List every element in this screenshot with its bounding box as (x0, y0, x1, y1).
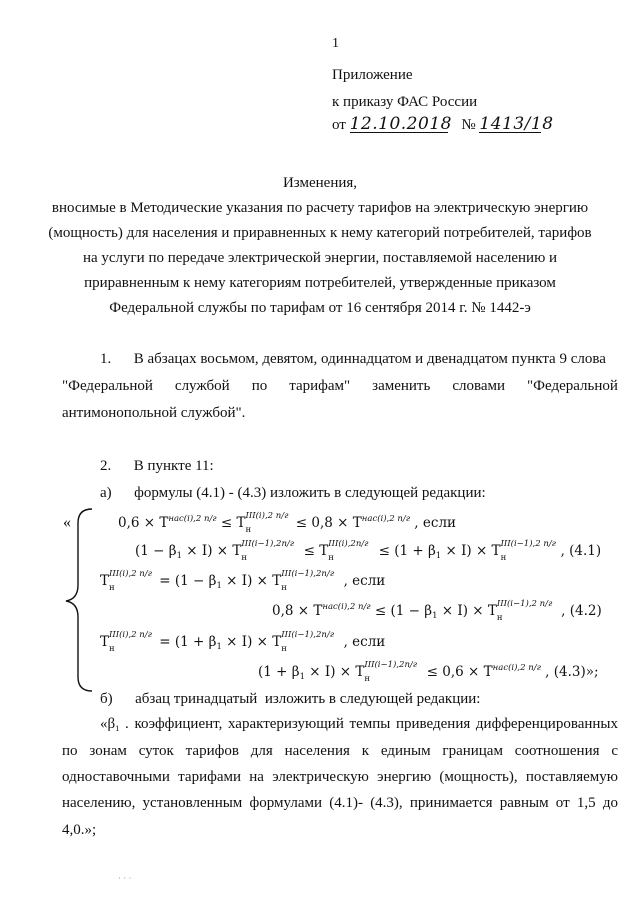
date-prefix: от (332, 117, 346, 133)
beta-paragraph-line-3: одноставочными тарифами на электрическую энергию (мощность), поставляемую (62, 769, 618, 785)
formula-brace (60, 505, 100, 695)
document-heading: Изменения, (282, 175, 358, 191)
item2-heading: 2. В пункте 11: (100, 458, 214, 474)
beta-paragraph-line-4: населению, установленным формулами (4.1)- (4.3), принимается равным от 1,5 до (62, 795, 618, 811)
beta-paragraph-line-5: 4,0.»; (62, 822, 97, 838)
formula-line-5: T III(i),2 п/г н = $(1 + \beta_1 \times I) \times T$ III(i−1),2п/г н , если (100, 629, 386, 654)
item1-line2 (62, 378, 618, 395)
formula-line-2: $(1 - \beta_1 \times I) \times T$ III(i−1),2п/г н ≤ T III(i),2п/г н ≤ $(1 + \beta_1 \times I) \times T$ III(i−1),2 п/г н , (4.1) (135, 538, 602, 563)
page-number: 1 (332, 36, 339, 51)
appendix-label: Приложение (332, 67, 413, 83)
beta-paragraph-line-2: по зонам суток тарифов для населения к единым границам соотношения с (62, 743, 618, 759)
scan-artifact: · · · (118, 873, 132, 883)
order-reference: к приказу ФАС России (332, 94, 478, 110)
item1-word: тарифам" (289, 378, 351, 394)
formula-line-1: $0,6 \times T^{нас(i),2 п/г} \le T$ III(i),2 п/г н ≤ $0,8 \times T^{нас(i),2 п/г}$ , если (118, 510, 457, 535)
formula-line-3: T III(i),2 п/г н = $(1 - \beta_1 \times I) \times T$ III(i−1),2п/г н , если (100, 568, 386, 593)
title-line-5: Федеральной службы по тарифам от 16 сентября 2014 г. № 1442-э (109, 300, 531, 316)
item1-word: "Федеральной (62, 378, 153, 394)
item1-word: заменить (372, 378, 431, 394)
formula-line-4: $0,8 \times T^{нас(i),2 п/г} \le (1 - \beta_1 \times I) \times T$ III(i−1),2 п/г н , (4.2) (272, 598, 602, 623)
item1-word: службой (174, 378, 230, 394)
open-quote: « (63, 514, 71, 531)
item2-sub-b: б) абзац тринадцатый изложить в следующей редакции: (100, 691, 481, 707)
handwritten-number: 1413/18 (479, 114, 554, 134)
beta-paragraph-line-1: «$\beta_1$ . коэффициент, характеризующий темпы приведения дифференцированных (100, 716, 618, 733)
title-line-2: (мощность) для населения и приравненных к нему категорий потребителей, тарифов (48, 225, 592, 241)
handwritten-date: 12.10.2018 (349, 114, 452, 134)
item1-word: словами (452, 378, 506, 394)
item1-line1: 1. В абзацах восьмом, девятом, одиннадцатом и двенадцатом пункта 9 слова (100, 351, 606, 367)
number-prefix: № (461, 117, 476, 133)
item1-word: по (251, 378, 268, 394)
item2-sub-a: а) формулы (4.1) - (4.3) изложить в следующей редакции: (100, 485, 486, 501)
item1-line3: антимонопольной службой". (62, 405, 246, 421)
title-line-4: приравненным к нему категориям потребителей, утвержденные приказом (84, 275, 556, 291)
item1-word: "Федеральной (527, 378, 618, 394)
order-date-number (332, 114, 554, 134)
title-line-3: на услуги по передаче электрической энергии, поставляемой населению и (82, 250, 558, 266)
formula-line-6: $(1 + \beta_1 \times I) \times T$ III(i−1),2п/г н ≤ $0,6 \times T^{нас(i),2 п/г}$ , (4.3)»; (258, 659, 599, 684)
title-line-1: вносимые в Методические указания по расчету тарифов на электрическую энергию (51, 200, 589, 216)
